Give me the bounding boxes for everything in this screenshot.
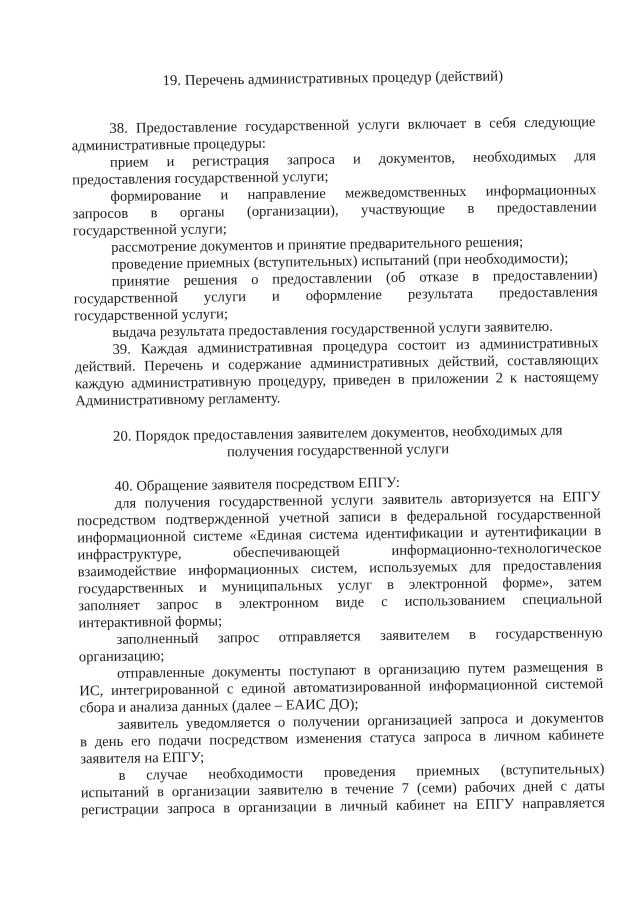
procedure-item-line: государственной услуги; bbox=[72, 221, 227, 240]
paragraph-40-line: интерактивной формы; bbox=[78, 613, 223, 632]
paragraph-39-line: Административному регламенту. bbox=[75, 390, 281, 410]
paragraph-40-line: в день его подачи посредством изменения статуса запроса в личном кабинете bbox=[79, 727, 605, 751]
section-20-title: получения государственной услуги bbox=[226, 441, 450, 461]
procedure-item-line: запросов в органы (организации), участвующие в предоставлении bbox=[72, 199, 597, 223]
procedure-item-line: прием и регистрация запроса и документов, необходимых для bbox=[109, 148, 597, 171]
procedure-item-line: выдача результата предоставления государственной услуги заявителю. bbox=[112, 318, 553, 341]
paragraph-40-line: инфраструктуре, обеспечивающей информационно-технологическое bbox=[77, 540, 602, 564]
paragraph-40-line: отправленные документы поступают в организацию путем размещения в bbox=[116, 659, 604, 682]
paragraph-40-line: 40. Обращение заявителя посредством ЕПГУ: bbox=[114, 474, 401, 495]
paragraph-38-line: 38. Предоставление государственной услуги включает в себя следующие bbox=[109, 114, 596, 137]
paragraph-39-line: каждую административную процедуру, приведен в приложении 2 к настоящему bbox=[74, 369, 600, 393]
procedure-item-line: принятие решения о предоставлении (об отказе в предоставлении) bbox=[111, 267, 598, 290]
section-20-title: 20. Порядок предоставления заявителем документов, необходимых для bbox=[112, 422, 563, 445]
paragraph-40-line: заполненный запрос отправляется заявителем в государственную bbox=[116, 625, 603, 648]
procedure-item-line: государственной услуги и оформление результата предоставления bbox=[73, 284, 598, 308]
procedure-item-line: государственной услуги; bbox=[73, 306, 229, 325]
paragraph-40-line: в случае необходимости проведения приемных (вступительных) bbox=[118, 761, 605, 784]
procedure-item-line: формирование и направление межведомственных информационных bbox=[110, 182, 597, 205]
paragraph-40-line: взаимодействие информационных систем, используемых для предоставления bbox=[77, 557, 602, 581]
paragraph-40-line: заявитель уведомляется о получении организацией запроса и документов bbox=[117, 710, 604, 733]
section-19-title: 19. Перечень административных процедур (действий) bbox=[162, 68, 504, 90]
paragraph-40-line: для получения государственной услуги заявитель авторизуется на ЕПГУ bbox=[114, 489, 601, 512]
paragraph-40-line: организацию; bbox=[78, 648, 165, 666]
paragraph-40-line: испытаний в организации заявителю в течение 7 (семи) рабочих дней с даты bbox=[80, 778, 605, 802]
paragraph-40-line: заполняет запрос в электронном виде с использованием специальной bbox=[78, 591, 603, 615]
procedure-item-line: предоставления государственной услуги; bbox=[72, 168, 329, 189]
paragraph-40-line: регистрации запроса в организации в личный кабинет на ЕПГУ направляется bbox=[80, 795, 606, 819]
procedure-item-line: рассмотрение документов и принятие предварительного решения; bbox=[111, 234, 524, 256]
paragraph-38-line: административные процедуры: bbox=[71, 135, 267, 155]
paragraph-40-line: заявителя на ЕПГУ; bbox=[80, 749, 205, 768]
paragraph-39-line: 39. Каждая административная процедура состоит из административных bbox=[112, 335, 599, 358]
paragraph-40-line: сбора и анализа данных (далее – ЕАИС ДО); bbox=[79, 696, 359, 717]
paragraph-40-line: государственных и муниципальных услуг в электронной форме», затем bbox=[77, 574, 602, 598]
paragraph-40-line: ИС, интегрированной с единой автоматизированной информационной системой bbox=[79, 676, 604, 700]
procedure-item-line: проведение приемных (вступительных) испытаний (при необходимости); bbox=[111, 250, 569, 273]
paragraph-40-line: посредством подтвержденной учетной записи в федеральной государственной bbox=[76, 506, 602, 530]
paragraph-40-line: информационной системе «Единая система идентификации и аутентификации в bbox=[77, 523, 602, 547]
paragraph-39-line: действий. Перечень и содержание административных действий, составляющих bbox=[74, 352, 599, 376]
